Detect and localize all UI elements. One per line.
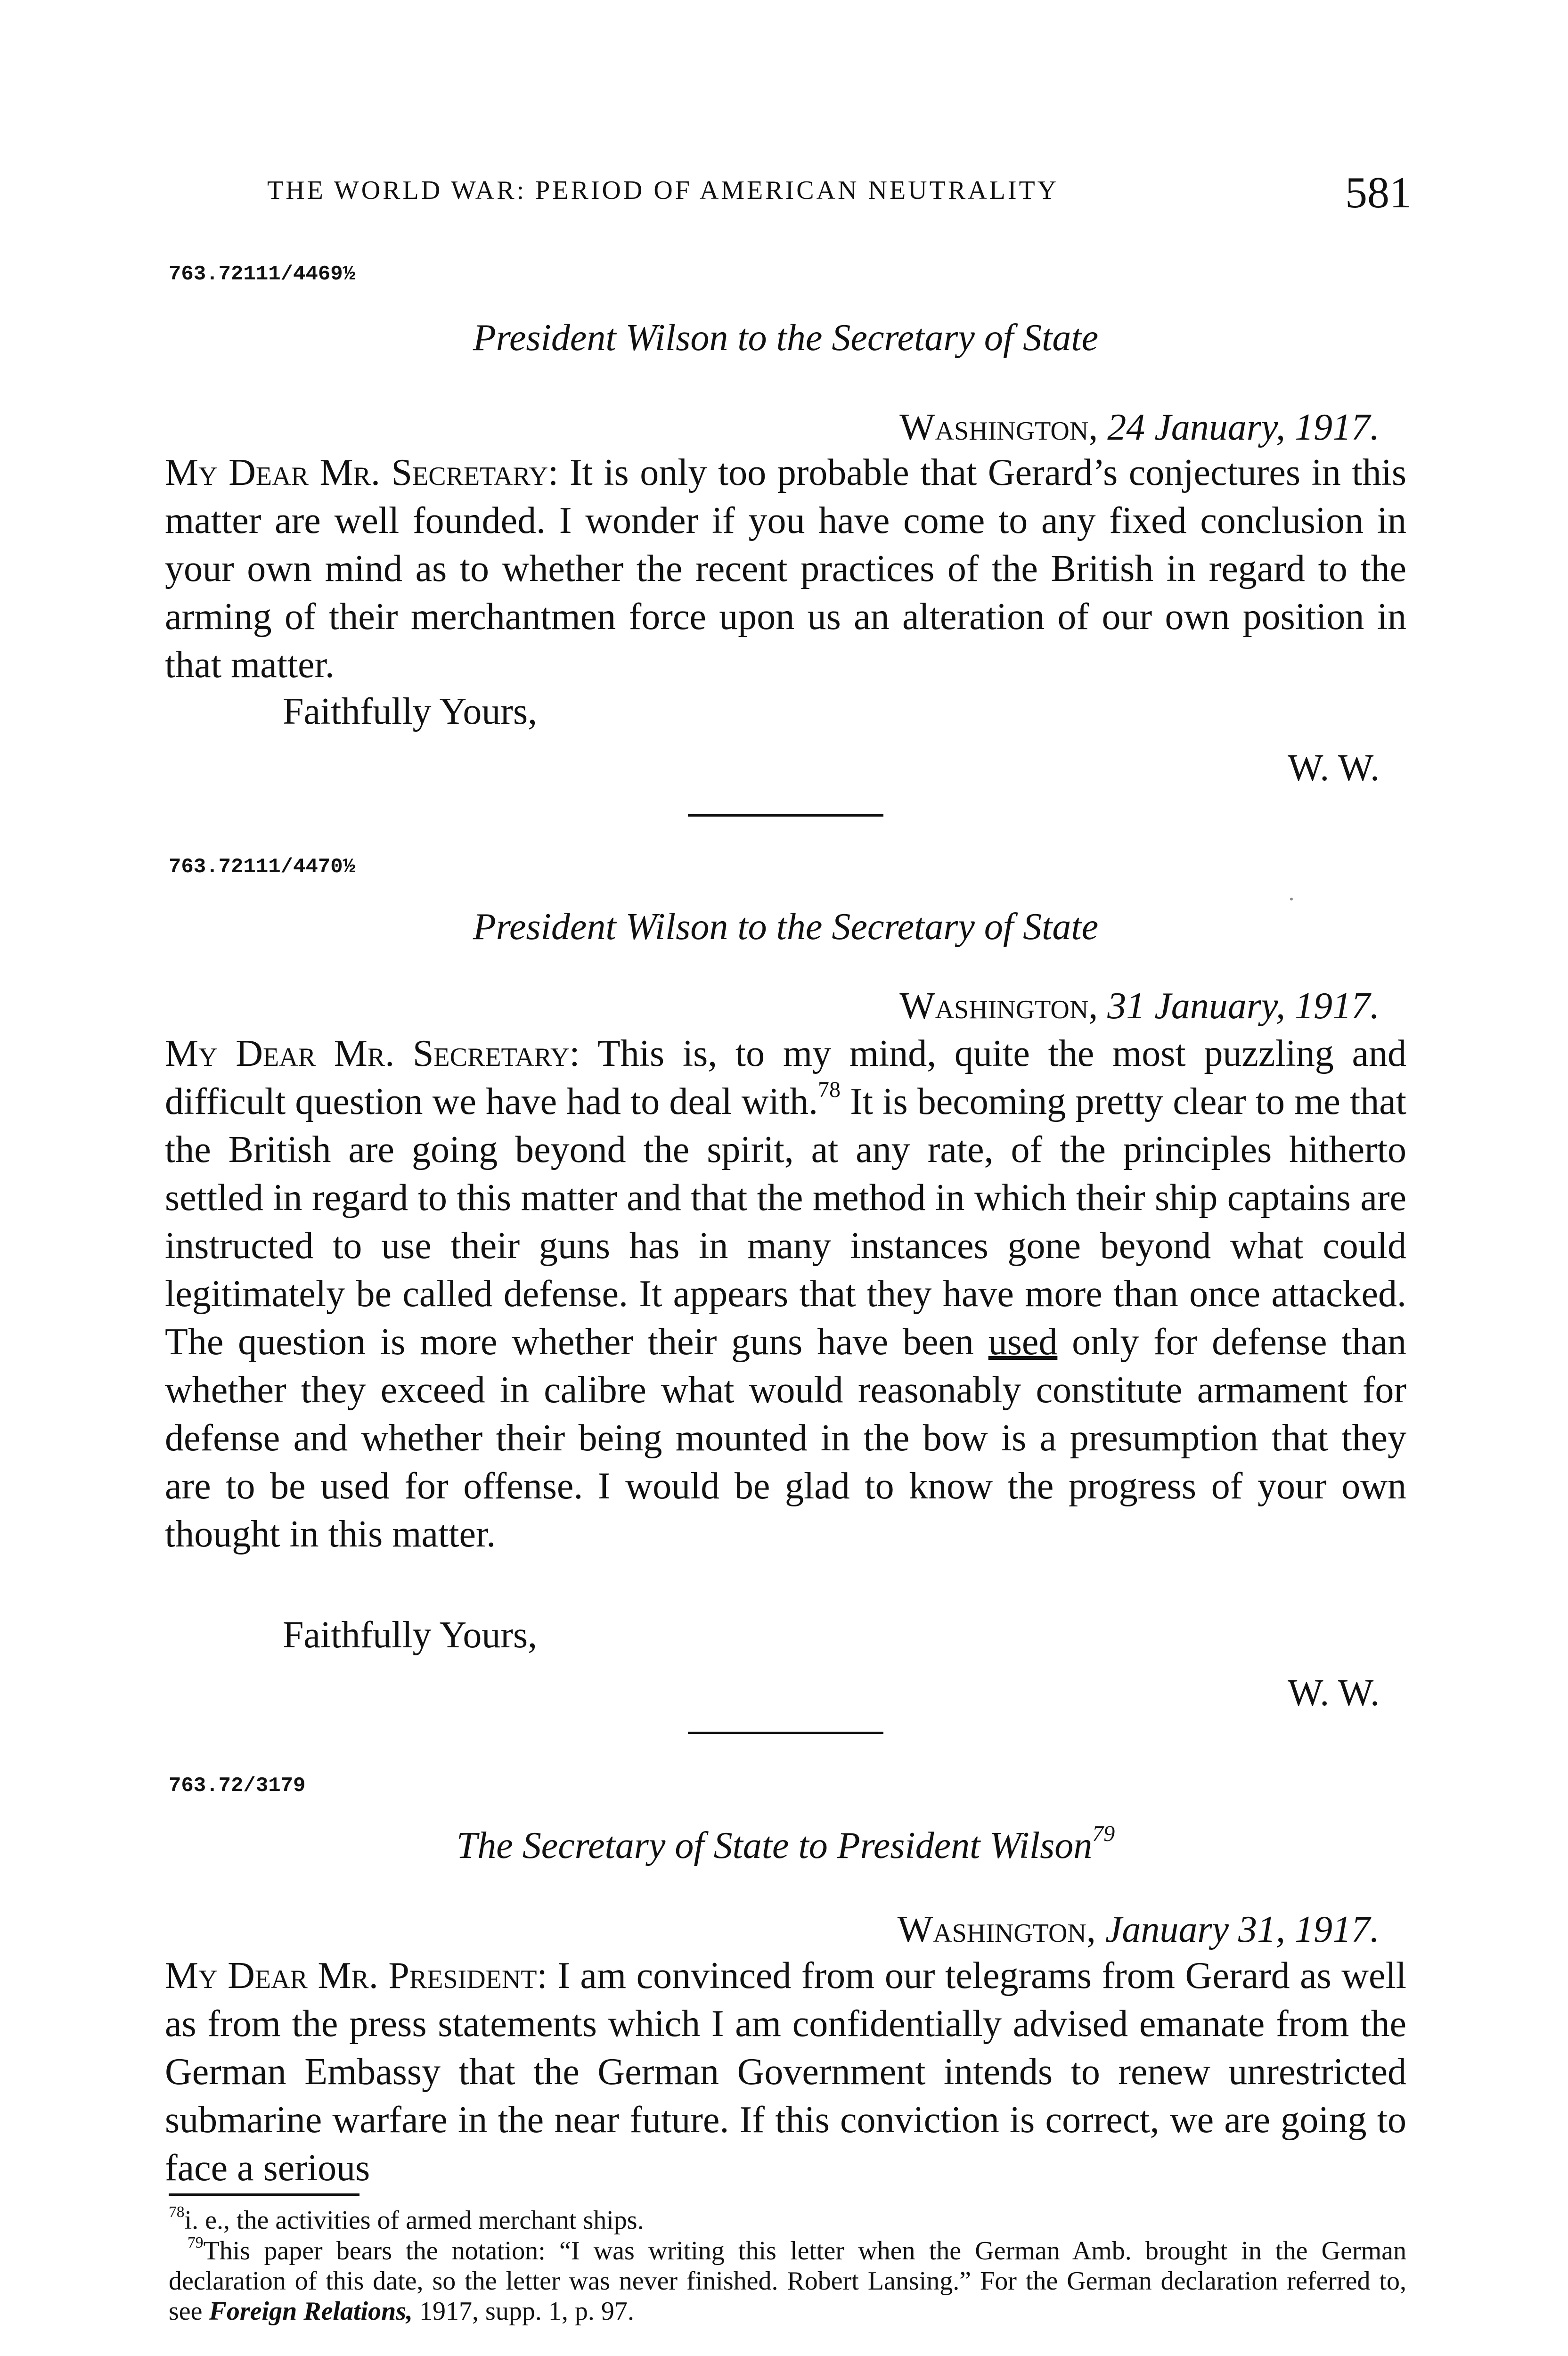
underlined-word: used [988,1321,1058,1363]
dateline-date: 24 January, 1917. [1107,407,1380,448]
file-id: 763.72111/4469½ [169,262,356,286]
footnote-ref: 78 [818,1077,841,1102]
closing: Faithfully Yours, [283,1614,538,1656]
closing: Faithfully Yours, [283,691,538,732]
footnote-number: 79 [188,2233,204,2251]
dateline-place: Washington, [899,407,1098,448]
footnote-ref: 79 [1092,1821,1115,1846]
letter-text: It is only too probable that Gerard’s conjectures in this matter are well founded. I wonder if you have come to any fixed conclusion in your own mind as to whether the recent practices of the British in regard to the arming of their merchantmen force upon us an alteration of our own position in that matter. [165,452,1406,686]
document-title: President Wilson to the Secretary of State [473,317,1099,359]
salutation: My Dear Mr. President: [165,1955,547,1996]
section-divider [688,814,883,817]
footnote [169,2233,1406,2326]
stray-mark [1290,898,1293,900]
citation-title: Foreign Relations, [209,2297,413,2326]
letter-text: only for defense than whether they exceed in calibre what would reasonably constitute armament for defense and whether their being mounted in the bow is a presumption that they are to be used for offense. I would be glad to know the progress of your own thought in this matter. [165,1321,1407,1555]
dateline [899,985,1380,1028]
signature: W. W. [1288,1672,1380,1714]
file-id: 763.72/3179 [169,1774,306,1798]
signature: W. W. [1288,747,1380,789]
running-header: THE WORLD WAR: PERIOD OF AMERICAN NEUTRALITY [267,176,1059,205]
footnote-number: 78 [169,2203,185,2221]
letter-body [165,1952,1406,2192]
page-number: 581 [1345,168,1412,217]
dateline-place: Washington, [897,1909,1096,1950]
citation-rest: 1917, supp. 1, p. 97. [413,2297,634,2326]
letter-body [165,449,1406,689]
dateline [899,406,1380,449]
document-title: President Wilson to the Secretary of State [473,906,1099,948]
footnote [169,2205,1406,2235]
document-title [165,1821,1406,1867]
section-divider [688,1732,883,1734]
footnote-divider [169,2193,359,2196]
letter-text: I am convinced from our telegrams from Gerard as well as from the press statements which I am confidentially advised emanate from the German Embassy that the German Government intends to renew unrestricted submarine warfare in the near future. If this conviction is correct, we are going to face a serious [165,1955,1407,2189]
letter-text: This is, to my mind, quite the most puzzling and difficult question we have had to deal with. [165,1033,1406,1122]
footnote-text: i. e., the activities of armed merchant ships. [184,2206,644,2235]
letter-text: It is becoming pretty clear to me that the British are going beyond the spirit, at any rate, of the principles hitherto settled in regard to this matter and that the method in which their ship captains are instructed to use their guns has in many instances gone beyond what could legitimately be called defense. It appears that they have more than once attacked. The question is more whether their guns have been [165,1081,1407,1363]
file-id: 763.72111/4470½ [169,855,356,879]
salutation: My Dear Mr. Secretary: [165,452,559,493]
title-text: The Secretary of State to President Wilson [456,1825,1093,1866]
salutation: My Dear Mr. Secretary: [165,1033,580,1074]
footnote-text: This paper bears the notation: “I was writing this letter when the German Amb. brought in the German declaration of this date, so the letter was never finished. Robert Lansing.” For the German declaration referred to, see [169,2236,1406,2326]
dateline-date: 31 January, 1917. [1107,985,1380,1027]
dateline [898,1908,1380,1951]
dateline-date: January 31, 1917. [1105,1909,1380,1950]
dateline-place: Washington, [899,985,1098,1027]
letter-body [165,1030,1406,1558]
